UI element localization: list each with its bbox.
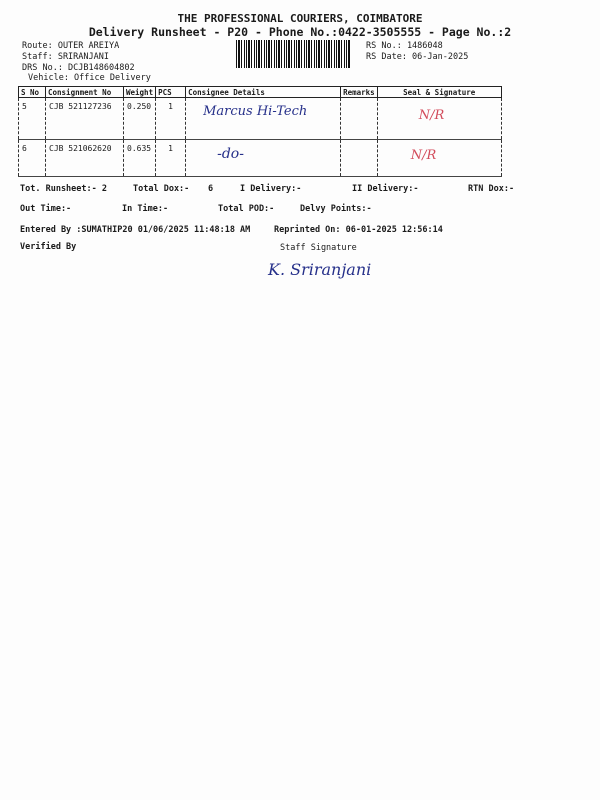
consignee-handwriting: Marcus Hi-Tech — [203, 104, 308, 119]
in-time: In Time:- — [122, 204, 169, 214]
total-dox-label: Total Dox:- — [133, 184, 190, 194]
col-header-remarks: Remarks — [341, 87, 378, 98]
col-header-pcs: PCS — [156, 87, 186, 98]
reprinted-on: Reprinted On: 06-01-2025 12:56:14 — [274, 225, 443, 235]
staff-label: Staff: SRIRANJANI — [22, 52, 109, 62]
cell-remarks — [341, 98, 378, 140]
drs-number: DRS No.: DCJB148604802 — [22, 63, 135, 73]
col-header-sno: S No — [19, 87, 46, 98]
cell-seal — [377, 98, 501, 140]
cell-consignment: CJB 521127236 — [46, 98, 124, 140]
delvy-points: Delvy Points:- — [300, 204, 372, 214]
total-dox-value: 6 — [208, 184, 214, 194]
cell-remarks — [341, 140, 378, 177]
cell-pcs: 1 — [156, 140, 186, 177]
barcode-image — [236, 40, 350, 68]
rs-date: RS Date: 06-Jan-2025 — [366, 52, 469, 62]
seal-handwriting: N/R — [418, 108, 445, 123]
col-header-weight: Weight — [124, 87, 156, 98]
cell-consignee — [186, 98, 341, 140]
entered-by: Entered By :SUMATHIP20 01/06/2025 11:48:18 AM — [20, 225, 251, 235]
total-pod: Total POD:- — [218, 204, 275, 214]
runsheet-title: Delivery Runsheet - P20 - Phone No.:0422-3505555 - Page No.:2 — [88, 25, 512, 39]
vehicle-label: Vehicle: Office Delivery — [28, 73, 151, 83]
table-row — [19, 98, 502, 140]
route-label: Route: OUTER AREIYA — [22, 41, 120, 51]
cell-seal — [377, 140, 501, 177]
cell-consignee — [186, 140, 341, 177]
rs-number: RS No.: 1486048 — [366, 41, 443, 51]
company-title: THE PROFESSIONAL COURIERS, COIMBATORE — [177, 12, 423, 25]
cell-consignment: CJB 521062620 — [46, 140, 124, 177]
table-header-row — [19, 87, 502, 98]
col-header-consignment: Consignment No — [46, 87, 124, 98]
staff-signature-handwriting: K. Sriranjani — [268, 260, 372, 279]
consignee-handwriting: -do- — [217, 146, 244, 162]
ii-delivery: II Delivery:- — [352, 184, 419, 194]
table-row — [19, 140, 502, 177]
out-time: Out Time:- — [20, 204, 72, 214]
seal-handwriting: N/R — [410, 148, 437, 163]
verified-by: Verified By — [20, 242, 77, 252]
cell-weight: 0.250 — [124, 98, 156, 140]
staff-signature-label: Staff Signature — [280, 243, 357, 253]
cell-weight: 0.635 — [124, 140, 156, 177]
cell-sno: 6 — [19, 140, 46, 177]
rtn-dox: RTN Dox:- — [468, 184, 515, 194]
col-header-consignee: Consignee Details — [186, 87, 341, 98]
i-delivery: I Delivery:- — [240, 184, 302, 194]
col-header-seal: Seal & Signature — [377, 87, 501, 98]
runsheet-table — [18, 86, 502, 177]
tot-runsheet: Tot. Runsheet:- 2 — [20, 184, 107, 194]
cell-pcs: 1 — [156, 98, 186, 140]
cell-sno: 5 — [19, 98, 46, 140]
